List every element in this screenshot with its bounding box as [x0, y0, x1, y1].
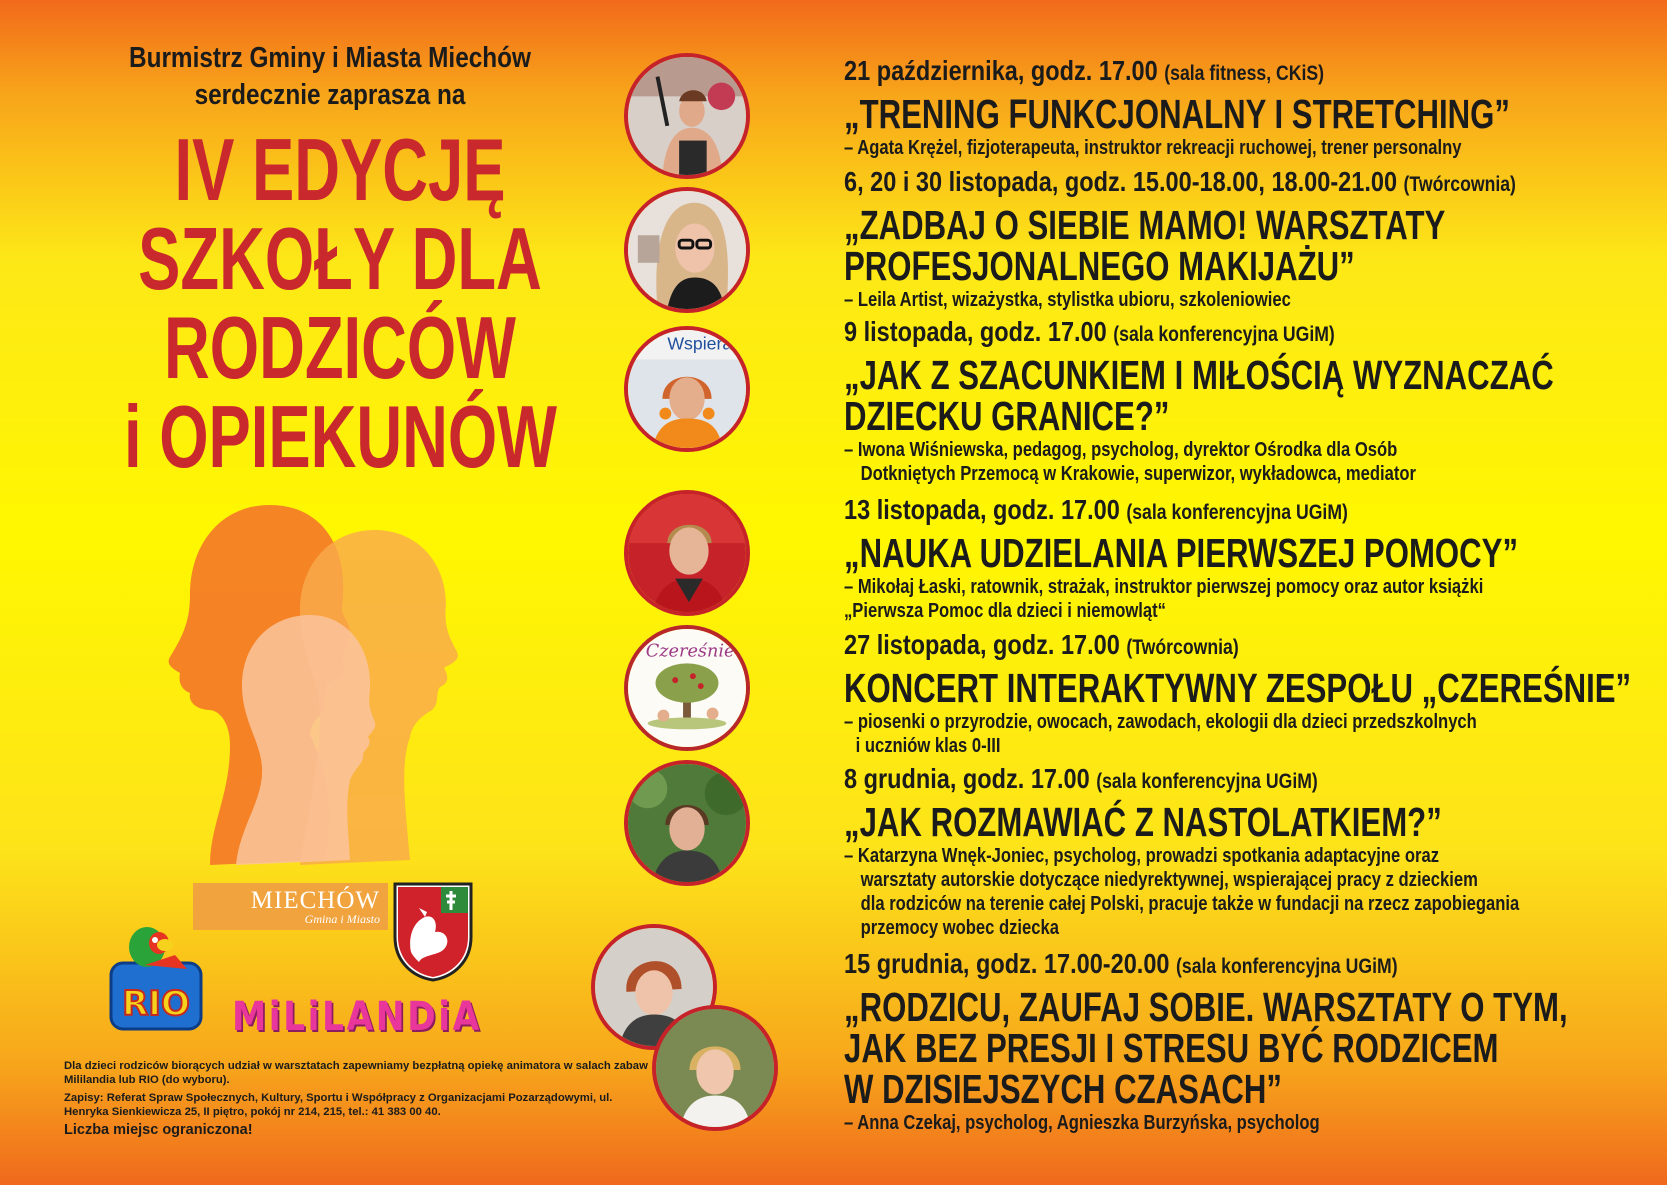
invitation-line-2: serdecznie zaprasza na	[194, 79, 466, 111]
event-item	[844, 316, 1664, 486]
event-title-line: „JAK ROZMAWIAĆ Z NASTOLATKIEM?”	[844, 799, 1442, 845]
rescuer-photo-icon	[624, 490, 750, 616]
event-venue: (Twórcownia)	[1403, 173, 1516, 196]
psychologist-photo-icon	[624, 760, 750, 886]
event-title	[844, 202, 1467, 289]
small-print	[64, 1059, 654, 1141]
event-venue: (sala konferencyjna UGiM)	[1096, 770, 1318, 793]
event-title-line: DZIECKU GRANICE?”	[844, 393, 1170, 439]
event-venue: (Twórcownia)	[1126, 636, 1239, 659]
event-description	[844, 136, 1525, 160]
event-item	[844, 55, 1664, 160]
makeup-artist-photo-icon	[624, 187, 750, 313]
event-title	[844, 530, 1519, 576]
invitation-text	[103, 40, 557, 114]
headline-line-2: SZKOŁY DLA	[138, 209, 542, 308]
event-date: 6, 20 i 30 listopada, godz. 15.00-18.00, 18.00-21.00	[844, 166, 1398, 197]
event-date-line	[844, 948, 1533, 983]
event-venue: (sala konferencyjna UGiM)	[1113, 323, 1335, 346]
event-title-line: „NAUKA UDZIELANIA PIERWSZEJ POMOCY”	[844, 530, 1519, 576]
event-description	[844, 1111, 1525, 1135]
pedagogue-photo-icon	[624, 326, 750, 452]
event-description-line: Dotkniętych Przemocą w Krakowie, superwizor, wykładowca, mediator	[860, 463, 1416, 485]
event-title	[844, 665, 1632, 711]
event-description-line: – Katarzyna Wnęk-Joniec, psycholog, prowadzi spotkania adaptacyjne oraz	[844, 845, 1439, 867]
event-description-line: – Anna Czekaj, psycholog, Agnieszka Burzyńska, psycholog	[844, 1112, 1320, 1134]
miechow-logo	[193, 883, 388, 930]
event-date: 15 grudnia, godz. 17.00-20.00	[844, 948, 1170, 979]
event-date-line	[844, 494, 1533, 529]
event-description	[844, 844, 1525, 940]
event-title-line: KONCERT INTERAKTYWNY ZESPOŁU „CZEREŚNIE”	[844, 665, 1632, 711]
svg-text:Wspiera: Wspiera	[667, 333, 733, 354]
headline	[123, 120, 557, 486]
event-item	[844, 948, 1664, 1135]
event-date: 9 listopada, godz. 17.00	[844, 316, 1107, 347]
psychologist-2-photo-icon	[652, 1005, 778, 1131]
event-date-line	[844, 316, 1533, 351]
event-item	[844, 629, 1664, 758]
trainer-photo-icon	[624, 53, 750, 179]
event-item	[844, 763, 1664, 940]
event-title-line: „ZADBAJ O SIEBIE MAMO! WARSZTATY	[844, 202, 1446, 248]
headline-line-3: RODZICÓW	[164, 298, 516, 397]
event-title-line: „JAK Z SZACUNKIEM I MIŁOŚCIĄ WYZNACZAĆ	[844, 352, 1554, 398]
event-description	[844, 288, 1525, 312]
event-date-line	[844, 166, 1533, 201]
event-description-line: warsztaty autorskie dotyczące niedyrektywnej, wspierającej pracy z dzieckiem	[860, 869, 1478, 891]
event-title-line: W DZISIEJSZYCH CZASACH”	[844, 1066, 1282, 1112]
event-venue: (sala fitness, CKiS)	[1164, 62, 1325, 85]
svg-text:Czereśnie: Czereśnie	[645, 641, 735, 662]
event-description-line: – Leila Artist, wizażystka, stylistka ubioru, szkoleniowiec	[844, 289, 1291, 311]
miechow-logo-subtitle: Gmina i Miasto	[304, 912, 380, 926]
headline-line-1: IV EDYCJĘ	[174, 120, 506, 219]
czeresnie-logo-icon	[624, 625, 750, 751]
event-title-line: „RODZICU, ZAUFAJ SOBIE. WARSZTATY O TYM,	[844, 984, 1568, 1030]
miechow-logo-name: MIECHÓW	[250, 887, 380, 914]
event-date: 27 listopada, godz. 17.00	[844, 629, 1120, 660]
event-title-line: PROFESJONALNEGO MAKIJAŻU”	[844, 243, 1355, 289]
invitation-line-1: Burmistrz Gminy i Miasta Miechów	[128, 42, 532, 74]
event-description-line: „Pierwsza Pomoc dla dzieci i niemowląt“	[844, 600, 1166, 622]
event-description	[844, 438, 1525, 486]
event-date-line	[844, 763, 1533, 798]
event-description	[844, 710, 1525, 758]
care-info: Dla dzieci rodziców biorących udział w warsztatach zapewniamy bezpłatną opiekę animatora w salach zabaw Mililandia lub RIO (do wyboru).	[64, 1060, 648, 1086]
event-description-line: – piosenki o przyrodzie, owocach, zawodach, ekologii dla dzieci przedszkolnych	[844, 711, 1477, 733]
event-title	[844, 799, 1467, 845]
event-description-line: – Mikołaj Łaski, ratownik, strażak, instruktor pierwszej pomocy oraz autor książki	[844, 576, 1484, 598]
family-silhouettes-icon	[150, 505, 490, 865]
event-description-line: przemocy wobec dziecka	[860, 917, 1059, 939]
event-description-line: – Agata Krężel, fizjoterapeuta, instruktor rekreacji ruchowej, trener personalny	[844, 137, 1462, 159]
event-title-line: „TRENING FUNKCJONALNY I STRETCHING”	[844, 91, 1510, 137]
event-title	[844, 91, 1510, 137]
rio-logo-icon	[105, 925, 213, 1033]
event-date-line	[844, 55, 1533, 90]
limited-places-notice: Liczba miejsc ograniczona!	[64, 1122, 253, 1138]
headline-line-4: i OPIEKUNÓW	[123, 387, 557, 486]
coat-of-arms-icon	[393, 882, 473, 982]
event-description	[844, 575, 1525, 623]
registration-info: Zapisy: Referat Spraw Społecznych, Kultury, Sportu i Współpracy z Organizacjami Pozarządowymi, ul. Henryka Sienkiewicza 25, II piętro, pokój nr 214, 215, tel.: 41 383 00 40.	[64, 1092, 613, 1118]
event-item	[844, 166, 1664, 312]
event-description-line: – Iwona Wiśniewska, pedagog, psycholog, dyrektor Ośrodka dla Osób	[844, 439, 1398, 461]
event-date: 21 października, godz. 17.00	[844, 55, 1158, 86]
event-date: 13 listopada, godz. 17.00	[844, 494, 1120, 525]
event-item	[844, 494, 1664, 623]
event-title	[844, 984, 1568, 1112]
rio-logo-text: RIO	[122, 984, 190, 1024]
event-venue: (sala konferencyjna UGiM)	[1176, 955, 1398, 978]
event-description-line: dla rodziców na terenie całej Polski, pracuje także w fundacji na rzecz zapobiegania	[860, 893, 1520, 915]
event-title	[844, 352, 1554, 439]
event-description-line: i uczniów klas 0-III	[855, 735, 1001, 757]
mililandia-logo: MiLiLANDiA	[232, 994, 482, 1040]
event-date-line	[844, 629, 1533, 664]
event-date: 8 grudnia, godz. 17.00	[844, 763, 1090, 794]
event-venue: (sala konferencyjna UGiM)	[1126, 501, 1348, 524]
event-title-line: JAK BEZ PRESJI I STRESU BYĆ RODZICEM	[844, 1025, 1499, 1071]
